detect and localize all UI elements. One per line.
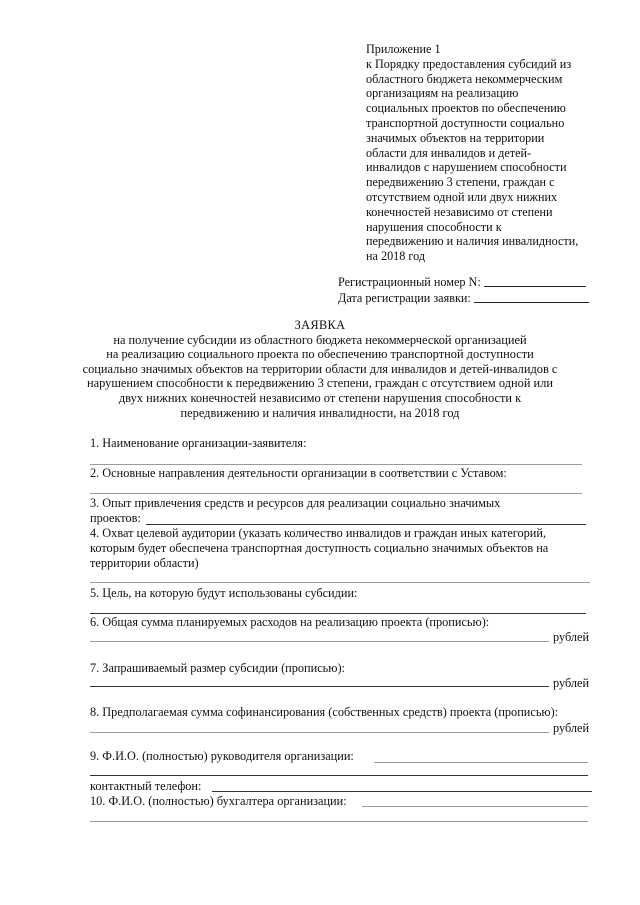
item-1-label: 1. Наименование организации-заявителя: bbox=[90, 436, 307, 450]
item-7-label: 7. Запрашиваемый размер субсидии (прописью): bbox=[90, 661, 345, 675]
appendix-line: транспортной доступности социально bbox=[366, 115, 565, 130]
item-5-label: 5. Цель, на которую будут использованы субсидии: bbox=[90, 586, 358, 600]
item-8-label: 8. Предполагаемая сумма софинансирования (собственных средств) проекта (прописью): bbox=[90, 705, 559, 719]
appendix-line: областного бюджета некоммерческим bbox=[366, 71, 563, 86]
title-line: нарушением способности к передвижению 3 степени, граждан с отсутствием одной или bbox=[86, 376, 554, 391]
application-heading: ЗАЯВКА bbox=[294, 318, 346, 332]
title-line: социально значимых объектов на территории области для инвалидов и детей-инвалидов с bbox=[82, 361, 558, 376]
appendix-line: социальных проектов по обеспечению bbox=[366, 101, 566, 116]
item-4-label-cont: которым будет обеспечена транспортная доступность социально значимых объектов на bbox=[90, 541, 549, 555]
item-3-label-cont: проектов: bbox=[90, 511, 141, 525]
item-2-label: 2. Основные направления деятельности организации в соответствии с Уставом: bbox=[90, 466, 507, 480]
registration-date-row bbox=[338, 290, 589, 306]
item-1-answer-line[interactable] bbox=[90, 464, 582, 465]
contact-phone-field[interactable] bbox=[212, 791, 592, 792]
item-9-answer-line[interactable] bbox=[374, 762, 588, 763]
appendix-line: нарушения способности к bbox=[366, 219, 502, 234]
appendix-line: области для инвалидов и детей- bbox=[366, 145, 532, 160]
appendix-line: на 2018 год bbox=[366, 249, 426, 264]
title-line: на реализацию социального проекта по обеспечению транспортной доступности bbox=[106, 347, 534, 362]
title-line: передвижению и наличия инвалидности, на 2018 год bbox=[180, 405, 460, 420]
currency-label: рублей bbox=[553, 630, 590, 644]
item-6-label: 6. Общая сумма планируемых расходов на реализацию проекта (прописью): bbox=[90, 615, 490, 629]
title-line: двух нижних конечностей независимо от степени нарушения способности к bbox=[118, 390, 522, 405]
item-2-answer-line[interactable] bbox=[90, 493, 582, 494]
item-4-answer-line[interactable] bbox=[90, 582, 590, 583]
item-5-answer-line[interactable] bbox=[90, 613, 586, 614]
registration-number-field[interactable] bbox=[484, 274, 586, 287]
appendix-line: к Порядку предоставления субсидий из bbox=[366, 56, 572, 71]
appendix-line: организациям на реализацию bbox=[366, 86, 519, 101]
item-4-label-cont: территории области) bbox=[90, 556, 199, 570]
appendix-line: конечностей независимо от степени bbox=[366, 204, 553, 219]
appendix-line: инвалидов с нарушением способности bbox=[366, 160, 567, 175]
item-4-label: 4. Охват целевой аудитории (указать количество инвалидов и граждан иных категорий, bbox=[90, 526, 547, 540]
item-9-answer-line-2[interactable] bbox=[90, 775, 588, 776]
application-title bbox=[0, 318, 640, 420]
currency-label: рублей bbox=[553, 721, 590, 735]
item-10-answer-line[interactable] bbox=[362, 806, 588, 807]
appendix-line: передвижению и наличия инвалидности, bbox=[366, 234, 579, 249]
appendix-line: передвижению 3 степени, граждан с bbox=[366, 175, 555, 190]
contact-phone-label: контактный телефон: bbox=[90, 779, 202, 793]
registration-date-label: Дата регистрации заявки: bbox=[338, 291, 471, 305]
appendix-note bbox=[366, 42, 602, 264]
registration-number-row bbox=[338, 274, 586, 290]
item-7-answer-line[interactable] bbox=[90, 686, 549, 687]
title-line: на получение субсидии из областного бюджета некоммерческой организацией bbox=[113, 332, 527, 347]
appendix-line: отсутствием одной или двух нижних bbox=[366, 189, 558, 204]
item-10-label: 10. Ф.И.О. (полностью) бухгалтера организации: bbox=[90, 794, 347, 808]
item-3-answer-line[interactable] bbox=[146, 524, 586, 525]
item-8-answer-line[interactable] bbox=[90, 732, 549, 733]
registration-number-label: Регистрационный номер N: bbox=[338, 275, 481, 289]
registration-date-field[interactable] bbox=[474, 290, 589, 303]
item-3-label: 3. Опыт привлечения средств и ресурсов для реализации социально значимых bbox=[90, 496, 501, 510]
item-9-label: 9. Ф.И.О. (полностью) руководителя организации: bbox=[90, 749, 354, 763]
appendix-line: значимых объектов на территории bbox=[366, 130, 545, 145]
currency-label: рублей bbox=[553, 676, 590, 690]
item-10-answer-line-2[interactable] bbox=[90, 821, 588, 822]
item-6-answer-line[interactable] bbox=[90, 641, 549, 642]
appendix-line: Приложение 1 bbox=[366, 42, 441, 56]
